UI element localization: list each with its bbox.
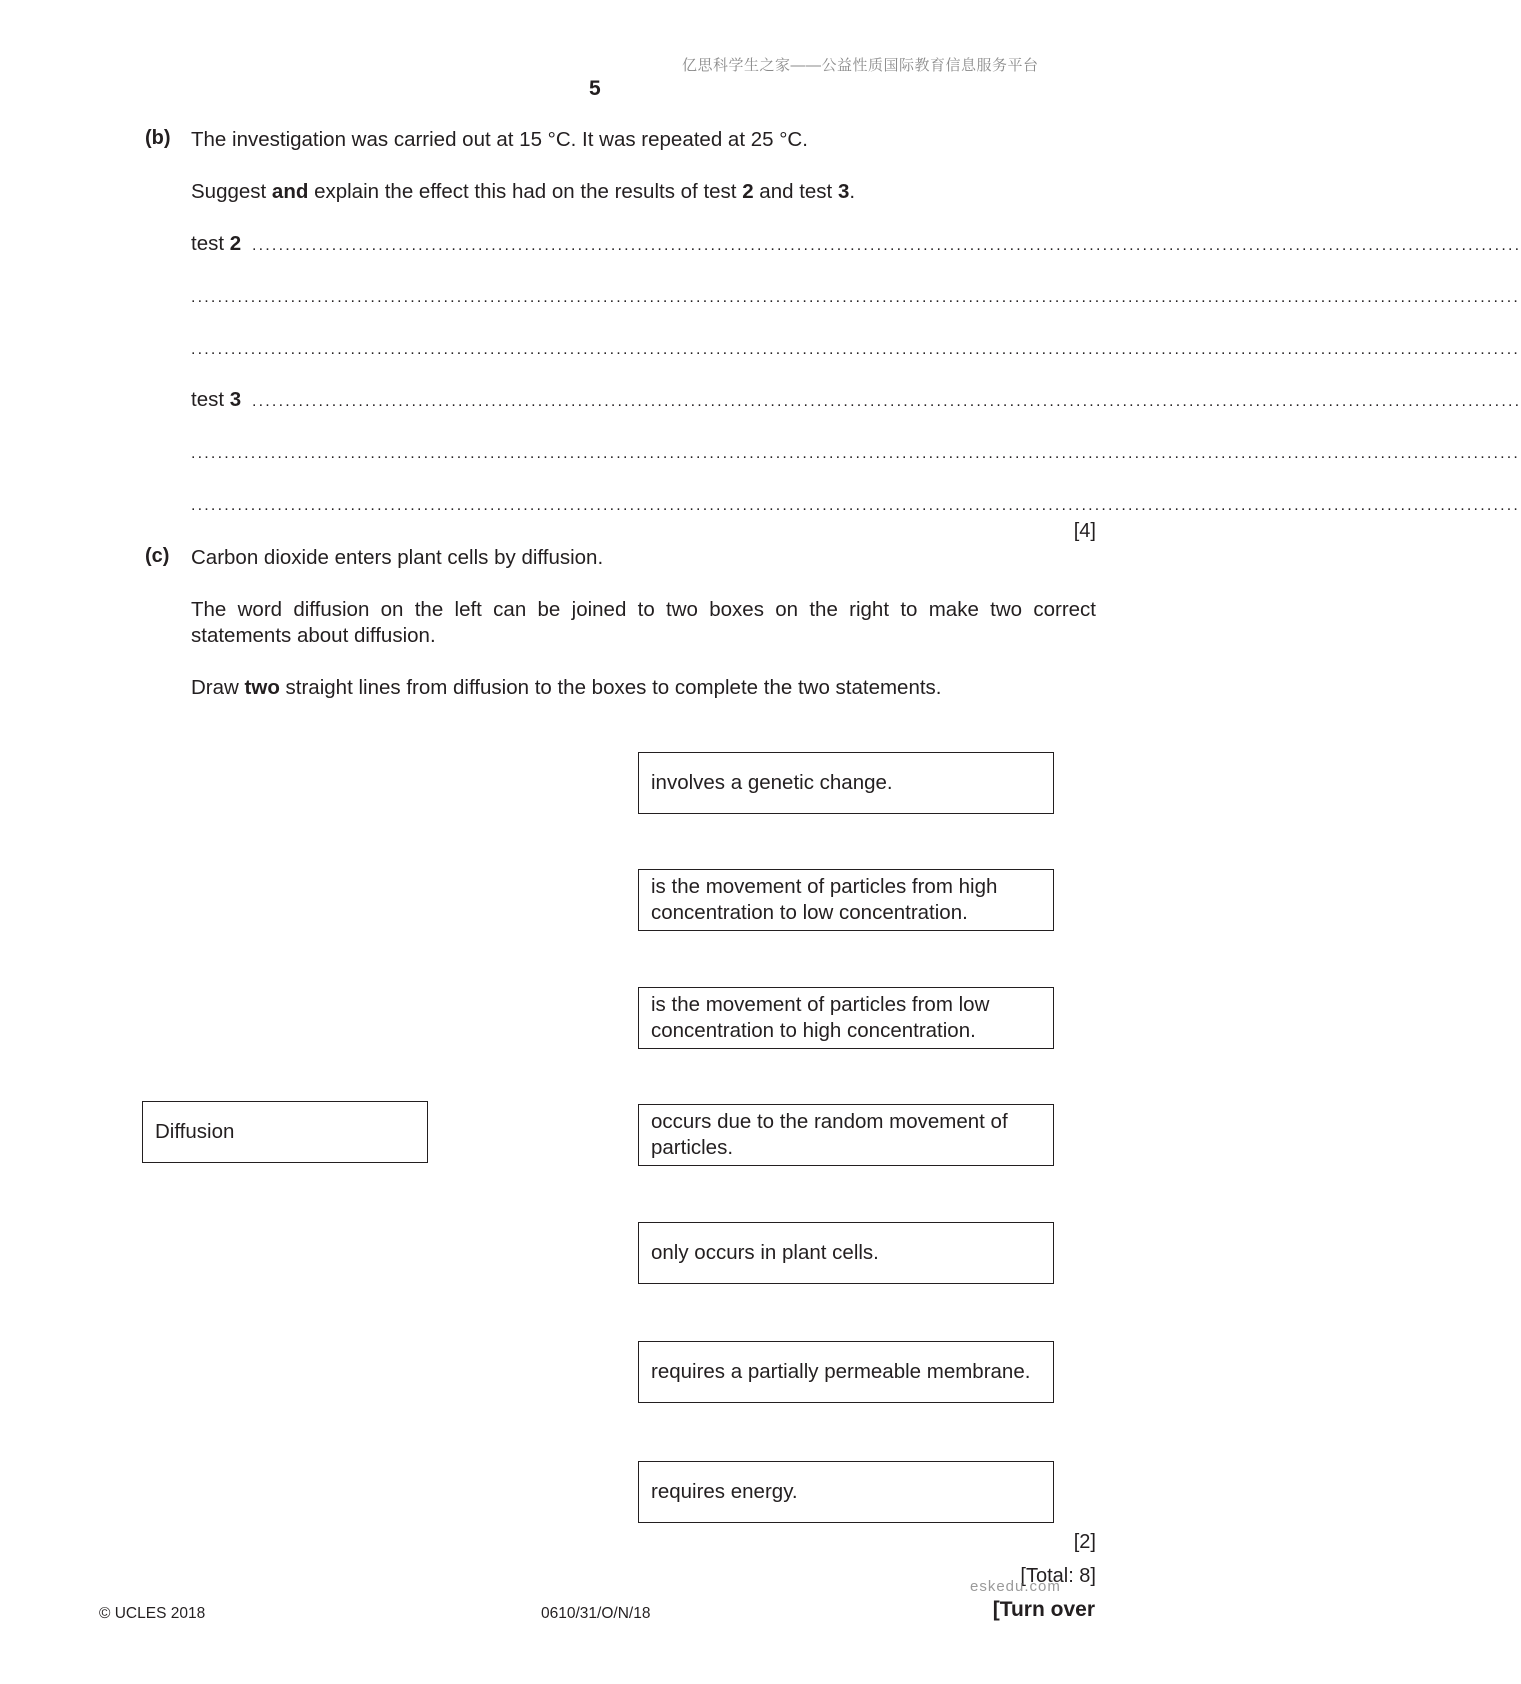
answer-line-test2-2[interactable]: ........................................................................................................................................................................................................ [191, 289, 1521, 306]
statement-box-4[interactable] [638, 1104, 1054, 1166]
statement-text: occurs due to the random movement of particles. [651, 1110, 1008, 1159]
part-b-intro: The investigation was carried out at 15 °C. It was repeated at 25 °C. [191, 128, 808, 151]
statement-box-3[interactable] [638, 987, 1054, 1049]
diffusion-box[interactable] [142, 1101, 428, 1163]
part-b-label: (b) [145, 127, 171, 149]
statement-text: involves a genetic change. [651, 771, 893, 794]
statement-box-7[interactable] [638, 1461, 1054, 1523]
statement-box-5[interactable] [638, 1222, 1054, 1284]
total-marks: [Total: 8] [1020, 1565, 1096, 1587]
statement-text: is the movement of particles from low concentration to high concentration. [651, 993, 990, 1042]
part-c-description: The word diffusion on the left can be joined to two boxes on the right to make two correct statements about diffusion. [191, 598, 1096, 647]
statement-box-2[interactable] [638, 869, 1054, 931]
answer-line-test2-3[interactable]: ........................................................................................................................................................................................................ [191, 341, 1521, 358]
diffusion-box-label: Diffusion [155, 1120, 235, 1143]
statement-text: requires a partially permeable membrane. [651, 1360, 1031, 1383]
header-watermark: 亿思科学生之家——公益性质国际教育信息服务平台 [682, 57, 1039, 74]
part-c-instruction: Draw two straight lines from diffusion to the boxes to complete the two statements. [191, 676, 942, 699]
paper-code: 0610/31/O/N/18 [541, 1605, 651, 1622]
test-3-label: test 3 [191, 388, 242, 411]
part-c-label: (c) [145, 545, 170, 567]
page-number: 5 [589, 77, 601, 100]
statement-text: only occurs in plant cells. [651, 1241, 879, 1264]
statement-box-1[interactable] [638, 752, 1054, 814]
part-c-marks: [2] [1073, 1531, 1096, 1553]
answer-line-test3-2[interactable]: ........................................................................................................................................................................................................ [191, 445, 1521, 462]
footer-watermark: eskedu.com [970, 1578, 1061, 1595]
turn-over: [Turn over [992, 1598, 1095, 1621]
statement-box-6[interactable] [638, 1341, 1054, 1403]
answer-line-test3-1[interactable]: ............................................................................................................................................................................................... [252, 393, 1521, 410]
part-b-instruction: Suggest and explain the effect this had on the results of test 2 and test 3. [191, 180, 856, 203]
copyright: © UCLES 2018 [99, 1605, 206, 1622]
part-b-marks: [4] [1073, 520, 1096, 542]
answer-line-test3-3[interactable]: ........................................................................................................................................................................................................ [191, 497, 1521, 514]
answer-line-test2-1[interactable]: ............................................................................................................................................................................................... [252, 237, 1521, 254]
statement-text: is the movement of particles from high concentration to low concentration. [651, 875, 998, 924]
part-c-intro: Carbon dioxide enters plant cells by diffusion. [191, 546, 604, 569]
statement-text: requires energy. [651, 1480, 798, 1503]
test-2-label: test 2 [191, 232, 242, 255]
